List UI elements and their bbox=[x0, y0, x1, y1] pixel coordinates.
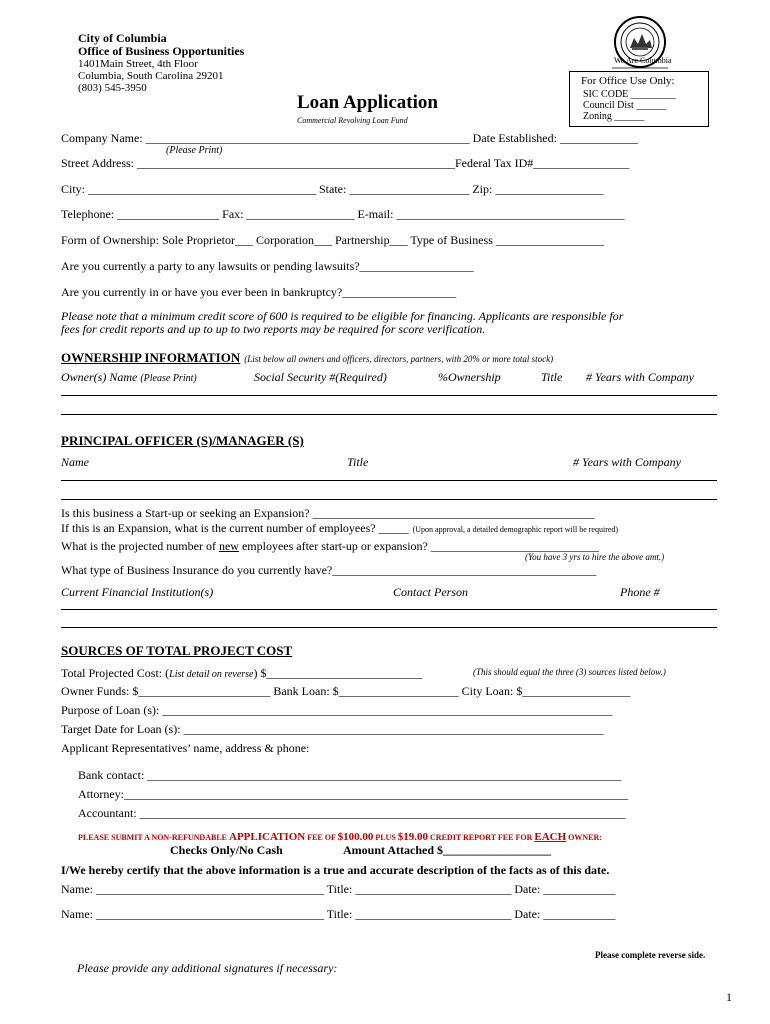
expansion-question[interactable]: If this is an Expansion, what is the current number of employees? _____ (Upon approval, a detailed demographic report will be required) bbox=[61, 521, 619, 535]
principal-line-2[interactable] bbox=[61, 499, 717, 500]
street-address-field[interactable]: Street Address: _____________________________________________________Federal Tax ID#________________ bbox=[61, 156, 630, 170]
certification-statement: I/We hereby certify that the above information is a true and accurate description of the facts as of this date. bbox=[61, 863, 610, 877]
startup-question[interactable]: Is this business a Start-up or seeking an Expansion? _______________________________________________ bbox=[61, 506, 595, 520]
ownership-note: (List below all owners and officers, directors, partners, with 20% or more total stock) bbox=[244, 354, 554, 364]
total-projected-cost-field[interactable]: Total Projected Cost: (List detail on reverse) $__________________________ bbox=[61, 666, 423, 680]
contact-person-col: Contact Person bbox=[393, 585, 468, 599]
owner-name-col: Owner(s) Name (Please Print) bbox=[61, 370, 197, 384]
institution-line-1[interactable] bbox=[61, 609, 717, 610]
insurance-question[interactable]: What type of Business Insurance do you currently have?____________________________________________ bbox=[61, 563, 597, 577]
ownership-header bbox=[61, 349, 553, 367]
org-address-line1: 1401Main Street, 4th Floor bbox=[78, 58, 198, 70]
reverse-side-note: Please complete reverse side. bbox=[595, 950, 706, 960]
fee-notice: PLEASE SUBMIT A NON-REFUNDABLE APPLICATION FEE OF $100.00 PLUS $19.00 CREDIT REPORT FEE FOR EACH OWNER: bbox=[78, 831, 602, 843]
lawsuits-question[interactable]: Are you currently a party to any lawsuits or pending lawsuits?___________________ bbox=[61, 259, 474, 273]
funding-sources-field[interactable]: Owner Funds: $______________________ Bank Loan: $____________________ City Loan: $__________________ bbox=[61, 684, 631, 698]
ownership-line-2[interactable] bbox=[61, 414, 717, 415]
page-number: 1 bbox=[726, 990, 732, 1004]
financial-institution-col: Current Financial Institution(s) bbox=[61, 585, 214, 599]
principal-years-col: # Years with Company bbox=[573, 455, 681, 469]
target-date-field[interactable]: Target Date for Loan (s): ______________________________________________________________________ bbox=[61, 722, 604, 736]
org-office: Office of Business Opportunities bbox=[78, 44, 245, 58]
office-use-box bbox=[569, 71, 709, 127]
please-print-note: (Please Print) bbox=[166, 145, 223, 156]
bankruptcy-question[interactable]: Are you currently in or have you ever been in bankruptcy?___________________ bbox=[61, 285, 457, 299]
phone-col: Phone # bbox=[620, 585, 660, 599]
company-name-field[interactable]: Company Name: ______________________________________________________ Date Established: _____________ bbox=[61, 131, 638, 145]
total-cost-note: (This should equal the three (3) sources listed below.) bbox=[473, 667, 666, 677]
owner-years-col: # Years with Company bbox=[586, 370, 694, 384]
projected-employees-note: (You have 3 yrs to hire the above amt.) bbox=[525, 552, 665, 562]
signature-line-2[interactable]: Name: ______________________________________ Title: __________________________ Date: ____________ bbox=[61, 907, 616, 921]
ownership-pct-col: %Ownership bbox=[438, 370, 501, 384]
page-title: Loan Application bbox=[297, 92, 438, 113]
council-dist-field: Council Dist ______ bbox=[583, 100, 667, 111]
principal-heading: PRINCIPAL OFFICER (S)/MANAGER (S) bbox=[61, 433, 304, 448]
org-phone: (803) 545-3950 bbox=[78, 82, 147, 94]
amount-attached-field[interactable]: Amount Attached $__________________ bbox=[343, 843, 552, 857]
org-name: City of Columbia bbox=[78, 31, 167, 45]
form-of-ownership-field[interactable]: Form of Ownership: Sole Proprietor___ Corporation___ Partnership___ Type of Business __________________ bbox=[61, 233, 604, 247]
signature-line-1[interactable]: Name: ______________________________________ Title: __________________________ Date: ____________ bbox=[61, 882, 616, 896]
accountant-field[interactable]: Accountant: _________________________________________________________________________________ bbox=[78, 806, 626, 820]
seal-tagline: We Are Columbia bbox=[614, 56, 672, 65]
sic-code-field: SIC CODE _________ bbox=[583, 89, 676, 100]
principal-line-1[interactable] bbox=[61, 480, 717, 481]
telephone-fax-email-field[interactable]: Telephone: _________________ Fax: __________________ E-mail: ______________________________________ bbox=[61, 207, 625, 221]
owner-title-col: Title bbox=[541, 370, 563, 384]
credit-note-line1: Please note that a minimum credit score of 600 is required to be eligible for financing. Applicants are responsible for bbox=[61, 309, 624, 323]
ownership-heading: OWNERSHIP INFORMATION bbox=[61, 350, 241, 365]
institution-line-2[interactable] bbox=[61, 627, 717, 628]
ownership-line-1[interactable] bbox=[61, 395, 717, 396]
additional-signatures-note: Please provide any additional signatures if necessary: bbox=[77, 961, 338, 975]
checks-only-label: Checks Only/No Cash bbox=[170, 843, 283, 857]
bank-contact-field[interactable]: Bank contact: _______________________________________________________________________________ bbox=[78, 768, 622, 782]
projected-employees-question[interactable]: What is the projected number of new employees after start-up or expansion? ____________________________ bbox=[61, 539, 599, 553]
sources-heading: SOURCES OF TOTAL PROJECT COST bbox=[61, 643, 293, 658]
ssn-col: Social Security #(Required) bbox=[254, 370, 387, 384]
principal-name-col: Name bbox=[61, 455, 89, 469]
representatives-label: Applicant Representatives’ name, address & phone: bbox=[61, 741, 310, 755]
credit-note-line2: fees for credit reports and up to up to two reports may be required for score verification. bbox=[61, 322, 486, 336]
zoning-field: Zoning ______ bbox=[583, 111, 645, 122]
attorney-field[interactable]: Attorney:____________________________________________________________________________________ bbox=[78, 787, 628, 801]
org-address-line2: Columbia, South Carolina 29201 bbox=[78, 70, 224, 82]
purpose-of-loan-field[interactable]: Purpose of Loan (s): ___________________________________________________________________________ bbox=[61, 703, 613, 717]
principal-title-col: Title bbox=[347, 455, 369, 469]
page-subtitle: Commercial Revolving Loan Fund bbox=[297, 116, 408, 125]
city-seal-logo bbox=[608, 14, 672, 78]
city-state-zip-field[interactable]: City: ______________________________________ State: ____________________ Zip: __________________ bbox=[61, 182, 604, 196]
office-use-heading: For Office Use Only: bbox=[581, 75, 675, 87]
